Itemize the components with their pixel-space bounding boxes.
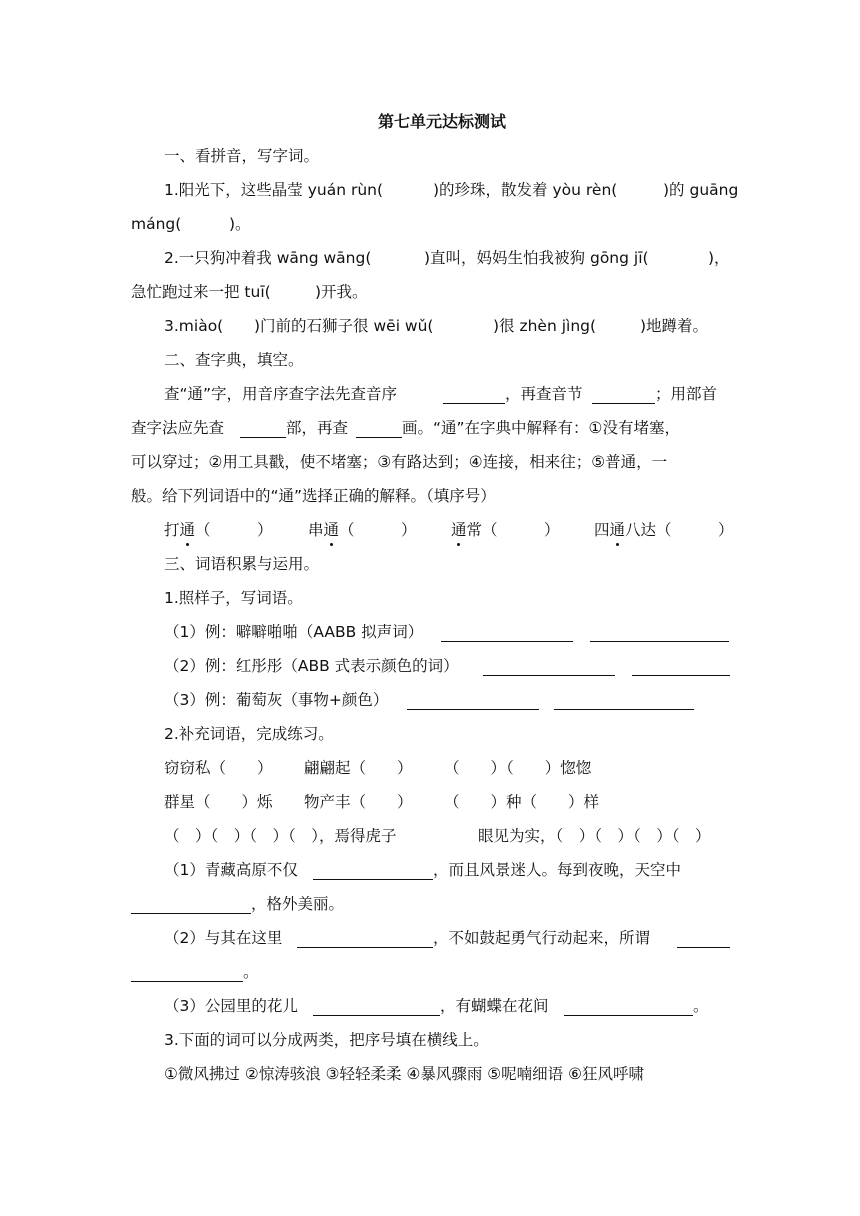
s3-row1-line	[0, 752, 860, 784]
blank-e2-1[interactable]	[483, 675, 615, 676]
s3-e2-line	[0, 650, 860, 682]
s1-q1-part-a: 1.阳光下，这些晶莹 yuán rùn(	[164, 181, 384, 199]
s3-f1-cont-line	[0, 888, 860, 920]
s3-row2-line	[0, 786, 860, 818]
blank-e3-2[interactable]	[554, 709, 694, 710]
emphasis-tong: 通	[610, 514, 626, 546]
blank-e2-2[interactable]	[632, 675, 730, 676]
emphasis-tong: 通	[180, 514, 196, 546]
title-line	[0, 106, 860, 138]
s1-q2-part-e: )开我。	[315, 283, 368, 301]
blank-f2-1[interactable]	[297, 947, 433, 948]
s2-p1-a: 查“通”字，用音序查字法先查音序	[164, 385, 398, 403]
s3-row3-line	[0, 820, 860, 852]
section-3-heading-line	[0, 548, 860, 580]
s1-q3-part-b: )门前的石狮子很 wēi wǔ(	[254, 317, 434, 335]
emphasis-tong: 通	[451, 514, 467, 546]
blank-bushou[interactable]	[240, 437, 286, 438]
s3-e1-line	[0, 616, 860, 648]
s3-f3-a: （3）公园里的花儿	[164, 997, 298, 1015]
s1-q3-line	[0, 310, 860, 342]
idiom-huzi: （ ）（ ）（ ）（ ），焉得虎子	[164, 827, 397, 845]
s1-q1-part-b: )的珍珠，散发着 yòu rèn(	[433, 181, 618, 199]
s3-q3-list: ①微风拂过 ②惊涛骇浪 ③轻轻柔柔 ④暴风骤雨 ⑤呢喃细语 ⑥狂风呼啸	[164, 1065, 645, 1083]
s2-p1-c: ；用部首	[655, 385, 718, 403]
s3-f2-cont-line	[0, 956, 860, 988]
s1-q3-part-c: )很 zhèn jìng(	[493, 317, 597, 335]
blank-e1-2[interactable]	[590, 641, 729, 642]
idiom-qieqiesi: 窃窃私（ ）	[164, 759, 273, 777]
word-tongchang: 通常（ ）	[451, 514, 560, 546]
s3-f1-a: （1）青藏高原不仅	[164, 861, 298, 879]
s2-p2-a: 查字法应先查	[131, 419, 225, 437]
blank-f2-3[interactable]	[131, 981, 243, 982]
s1-q2-part-a: 2.一只狗冲着我 wāng wāng(	[164, 249, 372, 267]
s3-f3-line	[0, 990, 860, 1022]
s3-f2-c: 。	[243, 963, 259, 981]
idiom-huhu: （ ）（ ）惚惚	[444, 759, 592, 777]
s3-q1-line	[0, 582, 860, 614]
s2-para-line-4	[0, 480, 860, 512]
s1-q2-line	[0, 242, 860, 274]
s1-q1-part-c: )的 guāng	[663, 181, 739, 199]
idiom-yanjianweishi: 眼见为实，（ ）（ ）（ ）（ ）	[478, 827, 711, 845]
s3-e3-label: （3）例：葡萄灰（事物+颜色）	[164, 691, 389, 709]
s3-f3-c: 。	[693, 997, 709, 1015]
s3-e1-label: （1）例：噼噼啪啪（AABB 拟声词）	[164, 623, 424, 641]
s3-f3-b: ，有蝴蝶在花间	[440, 997, 549, 1015]
s3-f1-line	[0, 854, 860, 886]
s2-p2-c: 画。“通”在字典中解释有：①没有堵塞，	[402, 419, 680, 437]
blank-f1-2[interactable]	[131, 913, 251, 914]
blank-huashu[interactable]	[356, 437, 402, 438]
page-title: 第七单元达标测试	[378, 112, 507, 131]
s2-words-line	[0, 514, 860, 546]
blank-yinxu[interactable]	[443, 403, 505, 404]
s2-para-line-2	[0, 412, 860, 444]
s3-q3-list-line	[0, 1058, 860, 1090]
s3-e3-line	[0, 684, 860, 716]
blank-e3-1[interactable]	[407, 709, 539, 710]
s3-e2-label: （2）例：红彤彤（ABB 式表示颜色的词）	[164, 657, 459, 675]
s2-p4: 般。给下列词语中的“通”选择正确的解释。（填序号）	[131, 487, 496, 505]
blank-f1-1[interactable]	[313, 879, 433, 880]
s3-q3-line	[0, 1024, 860, 1056]
idiom-wuchanfeng: 物产丰（ ）	[304, 793, 413, 811]
s3-q3: 3.下面的词可以分成两类，把序号填在横线上。	[164, 1031, 489, 1049]
word-datong: 打通（ ）	[164, 514, 273, 546]
idiom-zhongyang: （ ）种（ ）样	[444, 793, 600, 811]
emphasis-tong: 通	[324, 514, 340, 546]
s1-q3-part-a: 3.miào(	[164, 317, 224, 335]
s1-q1-part-e: )。	[229, 215, 251, 233]
section-2-heading: 二、查字典，填空。	[164, 351, 304, 369]
s1-q2-cont-line	[0, 276, 860, 308]
s2-p1-b: ，再查音节	[505, 385, 583, 403]
s1-q2-part-d: 急忙跑过来一把 tuī(	[131, 283, 271, 301]
blank-yinjie[interactable]	[592, 403, 655, 404]
word-chuantong: 串通（ ）	[308, 514, 417, 546]
s3-q1: 1.照样子，写词语。	[164, 589, 303, 607]
section-1-heading-line	[0, 140, 860, 172]
s1-q2-part-c: )，	[708, 249, 730, 267]
s3-q2: 2.补充词语，完成练习。	[164, 725, 334, 743]
blank-f3-1[interactable]	[313, 1015, 440, 1016]
s1-q1-line	[0, 174, 860, 206]
idiom-pianpianqi: 翩翩起（ ）	[304, 759, 413, 777]
s2-para-line-3	[0, 446, 860, 478]
s2-p3: 可以穿过；②用工具戳，使不堵塞；③有路达到；④连接，相来往；⑤普通，一	[131, 453, 668, 471]
s3-f2-b: ，不如鼓起勇气行动起来，所谓	[433, 929, 651, 947]
section-3-heading: 三、词语积累与运用。	[164, 555, 320, 573]
s3-q2-line	[0, 718, 860, 750]
s1-q1-part-d: máng(	[131, 215, 182, 233]
idiom-qunxing: 群星（ ）烁	[164, 793, 273, 811]
blank-e1-1[interactable]	[441, 641, 573, 642]
s3-f1-b: ，而且风景迷人。每到夜晚，天空中	[433, 861, 682, 879]
blank-f3-2[interactable]	[564, 1015, 693, 1016]
s2-para-line-1	[0, 378, 860, 410]
s1-q1-cont-line	[0, 208, 860, 240]
section-2-heading-line	[0, 344, 860, 376]
s1-q2-part-b: )直叫，妈妈生怕我被狗 gōng jī(	[424, 249, 649, 267]
blank-f2-2[interactable]	[677, 947, 730, 948]
s3-f2-line	[0, 922, 860, 954]
word-sitongbada: 四通八达（ ）	[594, 514, 734, 546]
section-1-heading: 一、看拼音，写字词。	[164, 147, 320, 165]
s2-p2-b: 部，再查	[286, 419, 349, 437]
s3-f1-c: ，格外美丽。	[251, 895, 345, 913]
s3-f2-a: （2）与其在这里	[164, 929, 283, 947]
s1-q3-part-d: )地蹲着。	[640, 317, 709, 335]
